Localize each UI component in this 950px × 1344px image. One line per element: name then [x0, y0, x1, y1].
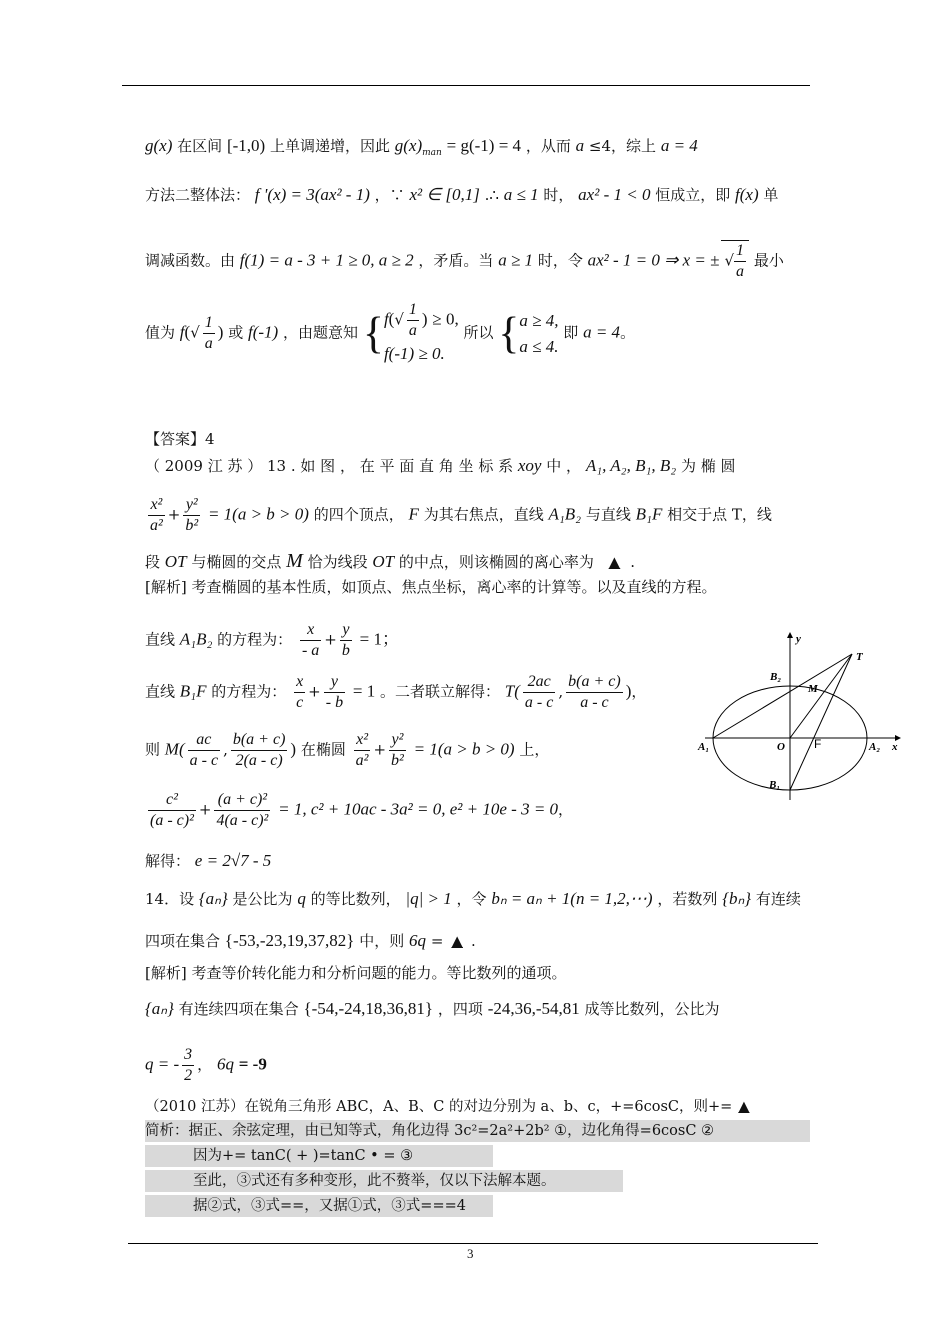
label-a2: A₂	[869, 741, 881, 753]
label-t: T	[856, 651, 863, 663]
label-x: x	[892, 741, 898, 753]
text-line: （2010 江苏）在锐角三角形 ABC，A、B、C 的对边分别为 a、b、c，+=6cosC，则+= ▲	[145, 1099, 750, 1115]
text-line: [解析] 考查等价转化能力和分析问题的能力。等比数列的通项。	[145, 964, 567, 982]
text-line: （ 2009 江 苏 ） 13 . 如 图 ， 在 平 面 直 角 坐 标 系 xoy 中 ， A₁, A₂, B₁, B₂ 为 椭 圆	[145, 456, 736, 475]
text-line: 直线 B₁F 的方程为： $\frac{x}{c}$ + $\frac{y}{- b}$ = 1 。二者联立解得： T( $\frac{2ac}{a - c}$ , $\frac{b(a + c)}{a - c}$ )，	[145, 673, 647, 711]
answer-label: 【答案】4	[145, 430, 215, 448]
header-rule	[122, 85, 810, 86]
ellipse-figure	[690, 628, 910, 803]
line-b1t	[790, 654, 852, 790]
label-y: y	[796, 633, 801, 645]
label-b2: B₂	[770, 671, 782, 683]
label-f: F	[814, 737, 822, 751]
footer-rule	[128, 1243, 818, 1244]
text-line: 解得： e = 2√7 - 5	[145, 851, 272, 870]
label-o: O	[777, 741, 785, 753]
label-a1: A₁	[698, 741, 710, 753]
text-line: $\frac{\text{x²}}{\text{a²}}$ + $\frac{\text{y²}}{\text{b²}}$ = 1(a > b > 0) 的四个顶点， F 为其右焦点，直线 A₁B₂ 与直线 B₁F 相交于点 T，线	[150, 496, 772, 534]
text-line: {aₙ} 有连续四项在集合 {-54,-24,18,36,81} ，四项 -24,36,-54,81 成等比数列，公比为	[145, 999, 720, 1018]
line-ot	[790, 654, 852, 738]
page-number: 3	[467, 1246, 474, 1261]
line-a1b2	[713, 654, 852, 738]
text-line: 14．设 {aₙ} 是公比为 q 的等比数列， |q| > 1 ，令 bₙ = aₙ + 1(n = 1,2,⋯) ，若数列 {bₙ} 有连续	[145, 889, 801, 908]
text-line: 则 M( $\frac{ac}{a - c}$ , $\frac{b(a + c)}{2(a - c)}$ ) 在椭圆 $\frac{\text{x²}}{\text{a²}}$ + $\frac{\text{y²}}{\text{b²}}$ = 1(a > b > 0) 上，	[145, 731, 550, 769]
text-line: 直线 A₁B₂ 的方程为： $\frac{x}{- a}$ + $\frac{y}{b}$ = 1；	[145, 621, 399, 659]
highlighted-line: 因为+= tanC( + )=tanC • = ③	[145, 1145, 493, 1167]
text-line: 段 OT 与椭圆的交点 M 恰为线段 OT 的中点，则该椭圆的离心率为 ▲ .	[145, 550, 635, 572]
text-line: q = - $\frac{3}{2}$ ， 6q = -9	[145, 1046, 267, 1084]
text-line: [解析] 考查椭圆的基本性质，如顶点、焦点坐标，离心率的计算等。以及直线的方程。	[145, 578, 717, 596]
highlighted-line: 至此，③式还有多种变形，此不赘举，仅以下法解本题。	[145, 1170, 623, 1192]
text-line: $\frac{\text{c²}}{\text{(a - c)²}}$ + $\frac{\text{(a + c)²}}{\text{4(a - c)²}}$ = 1, c² + 10ac - 3a² = 0, e² + 10e - 3 = 0，	[150, 791, 574, 829]
highlighted-line: 据②式，③式==，又据①式，③式===4	[145, 1195, 493, 1217]
text-line: 值为 f(√ $\frac{1}{a}$ ) 或 f(-1) ，由题意知 { f(√ $\frac{1}{a}$ ) ≥ 0, f(-1) ≥ 0. 所以 { a ≥ 4, a ≤ 4. 即 a = 4。	[145, 301, 636, 363]
highlighted-line: 简析：据正、余弦定理，由已知等式，角化边得 3c²=2a²+2b² ①，边化角得=6cosC ②	[145, 1120, 810, 1142]
label-m: M	[808, 683, 818, 695]
label-b1: B₁	[769, 779, 781, 791]
text-line: 调减函数。由 f(1) = a - 3 + 1 ≥ 0, a ≥ 2 ，矛盾。当 a ≥ 1 时，令 ax² - 1 = 0 ⇒ x = ± √ $\frac{1}{a}$ 最小	[145, 242, 784, 280]
text-line: g(x) 在区间 [-1,0) 上单调递增，因此 $g(x)_{man} = g(-1) = 4$ ，从而 a ≤4，综上 a = 4	[145, 136, 698, 158]
text-line: 四项在集合 {-53,-23,19,37,82} 中，则 6q = ▲ .	[145, 931, 476, 950]
text-line: 方法二整体法： f '(x) = 3(ax² - 1) ，∵ x² ∈ [0,1] .∴ a ≤ 1 时， ax² - 1 < 0 恒成立，即 f(x) 单	[145, 185, 779, 204]
